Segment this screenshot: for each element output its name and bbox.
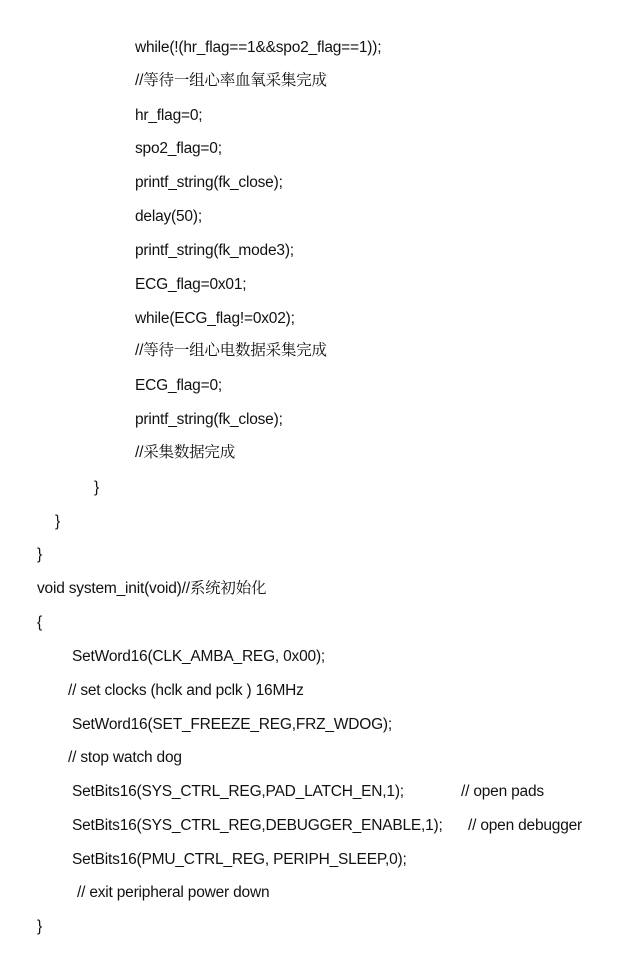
code-line: printf_string(fk_mode3); [135, 242, 294, 259]
code-comment-line: //采集数据完成 [135, 444, 236, 461]
code-comment-line: //等待一组心率血氧采集完成 [135, 72, 327, 89]
code-brace: } [94, 479, 99, 496]
code-brace: { [37, 614, 42, 631]
code-line: ECG_flag=0; [135, 377, 222, 394]
code-line: while(!(hr_flag==1&&spo2_flag==1)); [135, 39, 382, 56]
code-trailing-comment: // open pads [461, 783, 544, 800]
code-line: printf_string(fk_close); [135, 174, 283, 191]
code-comment-line: //等待一组心电数据采集完成 [135, 342, 327, 359]
code-line: printf_string(fk_close); [135, 411, 283, 428]
code-line: SetBits16(SYS_CTRL_REG,PAD_LATCH_EN,1); [72, 783, 404, 800]
code-line: SetWord16(CLK_AMBA_REG, 0x00); [72, 648, 326, 665]
code-comment-line: // set clocks (hclk and pclk ) 16MHz [68, 682, 304, 699]
code-brace: } [37, 918, 42, 935]
code-line: void system_init(void)//系统初始化 [37, 580, 267, 597]
code-line: delay(50); [135, 208, 202, 225]
code-line: hr_flag=0; [135, 107, 203, 124]
code-line: while(ECG_flag!=0x02); [135, 310, 295, 327]
code-line: spo2_flag=0; [135, 140, 222, 157]
code-line: SetBits16(PMU_CTRL_REG, PERIPH_SLEEP,0); [72, 851, 407, 868]
code-comment-line: // stop watch dog [68, 749, 182, 766]
code-brace: } [55, 513, 60, 530]
code-line: SetBits16(SYS_CTRL_REG,DEBUGGER_ENABLE,1); [72, 817, 443, 834]
code-line: ECG_flag=0x01; [135, 276, 247, 293]
code-comment-line: // exit peripheral power down [77, 884, 270, 901]
code-trailing-comment: // open debugger [468, 817, 583, 834]
code-line: SetWord16(SET_FREEZE_REG,FRZ_WDOG); [72, 716, 392, 733]
code-brace: } [37, 546, 42, 563]
